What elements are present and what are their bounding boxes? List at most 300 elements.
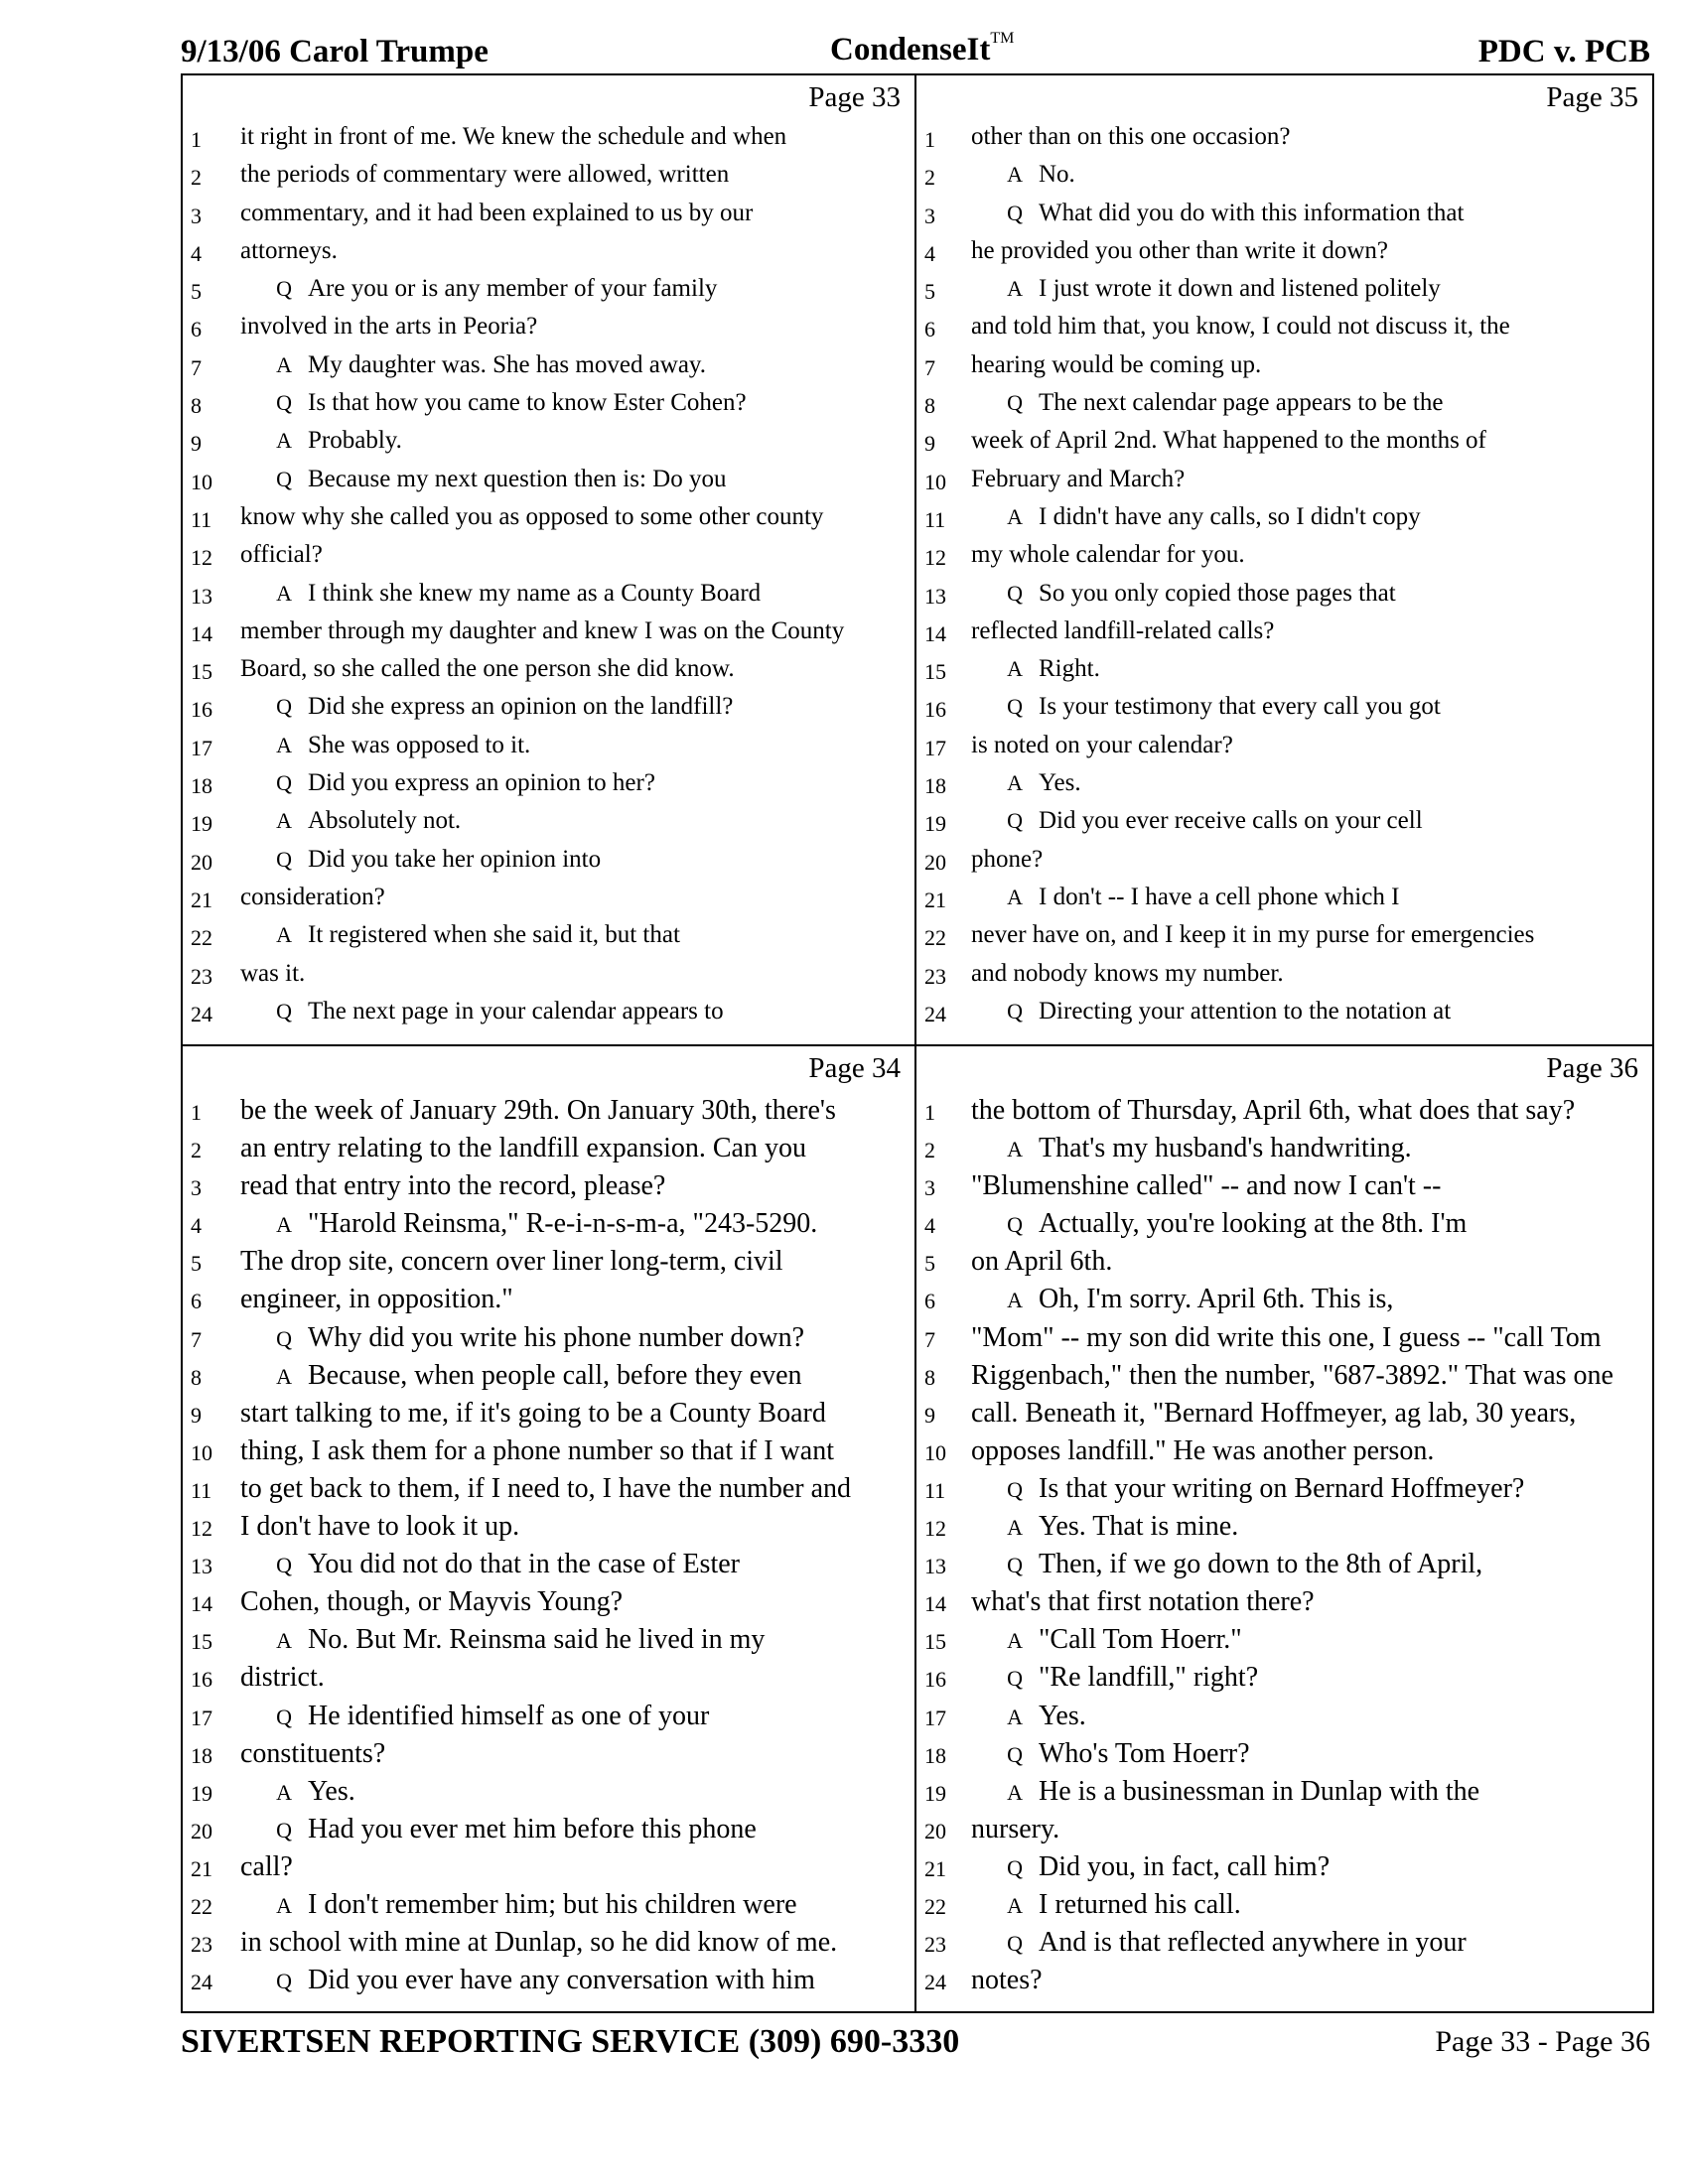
testimony-text: commentary, and it had been explained to us by our	[240, 199, 754, 226]
transcript-line	[183, 1205, 914, 1243]
line-text	[240, 769, 655, 797]
line-text	[240, 1624, 765, 1656]
transcript-line	[183, 842, 914, 880]
line-text	[971, 389, 1443, 417]
testimony-text: She was opposed to it.	[308, 731, 531, 758]
question-marker: Q	[1007, 1212, 1023, 1238]
line-number: 1	[191, 127, 202, 152]
transcript-line	[916, 157, 1652, 195]
transcript-page-36	[916, 1046, 1652, 2011]
testimony-text: Are you or is any member of your family	[308, 275, 718, 303]
line-number: 15	[191, 659, 212, 685]
line-number: 15	[191, 1629, 212, 1655]
line-number: 7	[191, 354, 202, 380]
transcript-line	[916, 803, 1652, 841]
answer-marker: A	[1007, 276, 1023, 302]
testimony-text: Yes.	[308, 1775, 355, 1807]
line-number: 7	[191, 1326, 202, 1352]
testimony-text: on April 6th.	[971, 1246, 1113, 1278]
question-marker: Q	[276, 1553, 292, 1578]
line-number: 23	[924, 963, 946, 989]
testimony-text: Riggenbach," then the number, "687-3892." That was one	[971, 1359, 1614, 1391]
question-marker: Q	[1007, 1854, 1023, 1880]
transcript-line	[183, 1281, 914, 1318]
transcript-line	[916, 728, 1652, 765]
testimony-text: call. Beneath it, "Bernard Hoffmeyer, ag lab, 30 years,	[971, 1397, 1577, 1429]
testimony-text: was it.	[240, 959, 306, 987]
line-text	[240, 1965, 815, 1996]
line-number: 15	[924, 1629, 946, 1655]
transcript-line	[183, 499, 914, 537]
answer-marker: A	[1007, 503, 1023, 529]
line-text	[240, 807, 461, 835]
testimony-text: and nobody knows my number.	[971, 959, 1284, 987]
question-marker: Q	[1007, 694, 1023, 720]
line-number: 8	[191, 1364, 202, 1390]
line-number: 12	[924, 545, 946, 571]
testimony-text: No.	[1039, 161, 1075, 189]
testimony-text: Yes.	[1039, 1700, 1086, 1731]
testimony-text: other than on this one occasion?	[971, 123, 1291, 150]
line-number: 14	[191, 620, 212, 646]
question-marker: Q	[1007, 1666, 1023, 1692]
line-text	[971, 960, 1284, 988]
testimony-text: Is your testimony that every call you got	[1039, 693, 1441, 721]
line-number: 20	[191, 1818, 212, 1843]
testimony-text: district.	[240, 1662, 325, 1694]
transcript-line	[916, 462, 1652, 499]
question-marker: Q	[1007, 1476, 1023, 1502]
line-number: 6	[924, 317, 935, 342]
line-number: 5	[191, 279, 202, 305]
transcript-line	[916, 1698, 1652, 1735]
line-number: 18	[191, 773, 212, 799]
line-text	[240, 503, 823, 531]
line-number: 19	[924, 811, 946, 837]
transcript-line	[183, 1735, 914, 1773]
line-text	[971, 541, 1245, 569]
line-text	[240, 998, 724, 1025]
transcript-line	[183, 1319, 914, 1357]
transcript-line	[916, 1962, 1652, 1999]
testimony-text: You did not do that in the case of Ester	[308, 1549, 740, 1580]
question-marker: Q	[1007, 1931, 1023, 1957]
line-text	[971, 998, 1451, 1025]
transcript-line	[916, 1735, 1652, 1773]
line-text	[240, 466, 726, 493]
answer-marker: A	[276, 808, 292, 834]
testimony-text: my whole calendar for you.	[971, 541, 1245, 569]
answer-marker: A	[276, 1212, 292, 1238]
line-text	[971, 1284, 1393, 1315]
answer-marker: A	[276, 428, 292, 454]
question-marker: Q	[276, 1969, 292, 1994]
testimony-text: phone?	[971, 845, 1044, 873]
question-marker: Q	[276, 998, 292, 1024]
testimony-text: call?	[240, 1850, 293, 1882]
transcript-line	[183, 1924, 914, 1962]
answer-marker: A	[276, 1628, 292, 1654]
transcript-line	[916, 689, 1652, 727]
answer-marker: A	[1007, 656, 1023, 682]
line-number: 9	[191, 1402, 202, 1428]
testimony-text: notes?	[971, 1965, 1043, 1996]
answer-marker: A	[276, 580, 292, 606]
testimony-text: to get back to them, if I need to, I have the number and	[240, 1472, 852, 1504]
testimony-text: member through my daughter and knew I was on the County	[240, 616, 845, 644]
testimony-text: And is that reflected anywhere in your	[1039, 1927, 1467, 1959]
transcript-line	[916, 1659, 1652, 1697]
testimony-text: the periods of commentary were allowed, written	[240, 161, 730, 189]
line-text	[971, 1398, 1576, 1430]
line-text	[971, 1586, 1315, 1618]
line-text	[240, 1133, 806, 1164]
line-number: 20	[924, 1818, 946, 1843]
line-number: 12	[191, 545, 212, 571]
line-text	[240, 1851, 293, 1883]
line-number: 14	[924, 620, 946, 646]
transcript-line	[916, 1773, 1652, 1811]
line-number: 1	[924, 127, 935, 152]
line-number: 12	[191, 1516, 212, 1542]
line-number: 2	[191, 165, 202, 191]
line-text	[240, 1776, 355, 1808]
line-number: 22	[191, 1893, 212, 1919]
line-text	[971, 237, 1388, 265]
line-text	[971, 1133, 1412, 1164]
line-number: 17	[191, 735, 212, 760]
transcript-line	[183, 1621, 914, 1659]
line-text	[240, 237, 338, 265]
transcript-line	[183, 1433, 914, 1470]
line-number: 24	[191, 1970, 212, 1995]
line-number: 5	[191, 1251, 202, 1277]
testimony-text: nursery.	[971, 1813, 1060, 1844]
testimony-text: What did you do with this information that	[1039, 199, 1465, 226]
testimony-text: My daughter was. She has moved away.	[308, 350, 707, 378]
header-product-name	[830, 32, 1014, 68]
line-text	[240, 1398, 826, 1430]
document-footer	[181, 2013, 1654, 2073]
line-text	[971, 846, 1043, 874]
transcript-line	[183, 1130, 914, 1167]
transcript-lines	[916, 119, 1652, 1031]
line-number: 15	[924, 659, 946, 685]
line-text	[971, 693, 1441, 721]
transcript-line	[916, 765, 1652, 803]
line-number: 16	[924, 1667, 946, 1693]
line-text	[240, 732, 530, 759]
page-number-label: Page 34	[808, 1052, 901, 1084]
line-text	[971, 161, 1075, 189]
transcript-line	[183, 1092, 914, 1130]
testimony-text: I don't -- I have a cell phone which I	[1039, 883, 1400, 910]
line-number: 6	[191, 317, 202, 342]
line-text	[240, 1889, 797, 1921]
question-marker: Q	[1007, 1553, 1023, 1578]
testimony-text: attorneys.	[240, 236, 338, 264]
answer-marker: A	[1007, 1288, 1023, 1313]
line-number: 16	[924, 697, 946, 723]
testimony-text: Who's Tom Hoerr?	[1039, 1737, 1250, 1769]
transcript-line	[916, 576, 1652, 614]
line-text	[240, 541, 323, 569]
line-text	[971, 1473, 1524, 1505]
line-text	[971, 617, 1274, 645]
transcript-line	[183, 1395, 914, 1433]
answer-marker: A	[1007, 884, 1023, 909]
line-number: 7	[924, 354, 935, 380]
question-marker: Q	[1007, 200, 1023, 225]
transcript-line	[183, 157, 914, 195]
line-text	[971, 1701, 1086, 1732]
transcript-line	[916, 537, 1652, 575]
line-text	[971, 1208, 1467, 1240]
question-marker: Q	[276, 846, 292, 872]
line-number: 8	[924, 393, 935, 419]
transcript-line	[916, 1243, 1652, 1281]
transcript-lines	[183, 119, 914, 1031]
transcript-lines	[183, 1092, 914, 1999]
line-text	[240, 161, 729, 189]
testimony-text: So you only copied those pages that	[1039, 579, 1396, 607]
line-number: 13	[924, 583, 946, 609]
question-marker: Q	[1007, 580, 1023, 606]
line-number: 22	[924, 1893, 946, 1919]
testimony-text: Yes.	[1039, 769, 1081, 797]
line-number: 18	[924, 773, 946, 799]
line-text	[971, 1662, 1258, 1694]
line-number: 10	[924, 1439, 946, 1465]
line-text	[971, 1511, 1238, 1543]
reporting-service-name: SIVERTSEN REPORTING SERVICE (309) 690-3330	[181, 2023, 960, 2060]
line-number: 6	[924, 1289, 935, 1314]
line-number: 11	[191, 506, 212, 532]
testimony-text: Board, so she called the one person she did know.	[240, 655, 735, 683]
line-number: 22	[191, 925, 212, 951]
transcript-line	[183, 1508, 914, 1546]
line-number: 9	[924, 431, 935, 457]
transcript-line	[916, 309, 1652, 346]
line-text	[971, 1927, 1467, 1959]
line-text	[240, 1284, 513, 1315]
line-number: 16	[191, 697, 212, 723]
line-number: 8	[924, 1364, 935, 1390]
testimony-text: week of April 2nd. What happened to the months of	[971, 427, 1486, 455]
transcript-line	[183, 347, 914, 385]
header-deponent-date: 9/13/06 Carol Trumpe	[181, 34, 489, 69]
line-text	[240, 200, 753, 227]
line-text	[240, 1549, 740, 1580]
line-number: 5	[924, 279, 935, 305]
line-text	[971, 884, 1399, 911]
transcript-line	[916, 956, 1652, 994]
line-text	[240, 846, 601, 874]
question-marker: Q	[1007, 390, 1023, 416]
testimony-text: I don't remember him; but his children were	[308, 1888, 797, 1920]
line-text	[971, 1814, 1059, 1845]
transcript-line	[183, 423, 914, 461]
line-text	[971, 1889, 1241, 1921]
testimony-text: know why she called you as opposed to some other county	[240, 502, 824, 530]
testimony-text: I think she knew my name as a County Board	[308, 579, 762, 607]
testimony-text: Yes. That is mine.	[1039, 1511, 1239, 1543]
transcript-line	[916, 1848, 1652, 1886]
header-product-label: CondenseIt	[830, 32, 991, 68]
answer-marker: A	[1007, 1779, 1023, 1805]
line-number: 19	[191, 811, 212, 837]
trademark-mark: TM	[990, 30, 1015, 47]
transcript-line	[183, 462, 914, 499]
line-text	[971, 1435, 1434, 1467]
line-number: 24	[924, 1970, 946, 1995]
line-number: 2	[924, 1138, 935, 1163]
line-number: 13	[924, 1554, 946, 1579]
transcript-line	[916, 1811, 1652, 1848]
line-text	[240, 1738, 385, 1770]
testimony-text: Had you ever met him before this phone	[308, 1813, 757, 1844]
testimony-text: "Mom" -- my son did write this one, I guess -- "call Tom	[971, 1321, 1602, 1353]
transcript-line	[916, 1470, 1652, 1508]
line-number: 22	[924, 925, 946, 951]
testimony-text: constituents?	[240, 1737, 386, 1769]
line-text	[971, 1965, 1043, 1996]
line-text	[240, 655, 735, 683]
header-case-name: PDC v. PCB	[1477, 34, 1650, 69]
document-header	[181, 28, 1654, 73]
answer-marker: A	[1007, 770, 1023, 796]
line-text	[971, 1360, 1614, 1392]
answer-marker: A	[276, 1892, 292, 1918]
transcript-line	[916, 1395, 1652, 1433]
line-number: 8	[191, 393, 202, 419]
line-number: 1	[191, 1100, 202, 1125]
line-text	[971, 1095, 1575, 1127]
transcript-line	[183, 880, 914, 917]
transcript-line	[183, 1962, 914, 1999]
line-text	[240, 1586, 623, 1618]
testimony-text: Then, if we go down to the 8th of April,	[1039, 1549, 1483, 1580]
line-text	[240, 921, 680, 949]
testimony-text: I don't have to look it up.	[240, 1511, 520, 1543]
answer-marker: A	[1007, 1515, 1023, 1541]
answer-marker: A	[276, 732, 292, 757]
testimony-text: I just wrote it down and listened politely	[1039, 275, 1441, 303]
page-range: Page 33 - Page 36	[1435, 2025, 1650, 2058]
testimony-text: he provided you other than write it down?	[971, 236, 1389, 264]
testimony-text: Is that your writing on Bernard Hoffmeyer?	[1039, 1472, 1525, 1504]
line-number: 9	[924, 1402, 935, 1428]
line-number: 24	[191, 1001, 212, 1026]
line-text	[971, 200, 1464, 227]
question-marker: Q	[276, 1817, 292, 1843]
question-marker: Q	[276, 1704, 292, 1729]
line-text	[971, 427, 1486, 455]
transcript-line	[916, 347, 1652, 385]
testimony-text: start talking to me, if it's going to be a County Board	[240, 1397, 826, 1429]
transcript-lines	[916, 1092, 1652, 1999]
answer-marker: A	[1007, 1892, 1023, 1918]
transcript-line	[916, 1621, 1652, 1659]
line-number: 3	[924, 203, 935, 228]
testimony-text: involved in the arts in Peoria?	[240, 313, 538, 341]
line-text	[971, 1549, 1482, 1580]
line-text	[971, 275, 1441, 303]
transcript-line	[183, 576, 914, 614]
transcript-page-34	[183, 1046, 914, 2011]
transcript-line	[183, 1698, 914, 1735]
transcript-line	[183, 803, 914, 841]
transcript-line	[183, 765, 914, 803]
line-text	[971, 1738, 1250, 1770]
transcript-line	[183, 1243, 914, 1281]
question-marker: Q	[276, 466, 292, 491]
line-text	[971, 466, 1185, 493]
transcript-line	[916, 385, 1652, 423]
testimony-text: official?	[240, 541, 323, 569]
testimony-text: The next calendar page appears to be the	[1039, 389, 1444, 417]
testimony-text: consideration?	[240, 883, 385, 910]
testimony-text: Absolutely not.	[308, 807, 462, 835]
line-text	[240, 960, 305, 988]
line-number: 14	[924, 1591, 946, 1617]
transcript-line	[183, 1357, 914, 1395]
line-text	[971, 1624, 1242, 1656]
line-text	[240, 1435, 834, 1467]
question-marker: Q	[276, 1325, 292, 1351]
line-number: 13	[191, 583, 212, 609]
line-number: 18	[924, 1742, 946, 1768]
line-number: 24	[924, 1001, 946, 1026]
line-text	[240, 617, 844, 645]
testimony-text: Right.	[1039, 655, 1100, 683]
testimony-text: reflected landfill-related calls?	[971, 616, 1275, 644]
transcript-line	[183, 537, 914, 575]
line-text	[240, 1814, 757, 1845]
transcript-line	[183, 651, 914, 689]
transcript-line	[183, 1811, 914, 1848]
testimony-text: and told him that, you know, I could not discuss it, the	[971, 313, 1510, 341]
line-number: 21	[924, 887, 946, 912]
answer-marker: A	[276, 351, 292, 377]
transcript-line	[916, 994, 1652, 1031]
testimony-text: Is that how you came to know Ester Cohen?	[308, 389, 747, 417]
testimony-text: Cohen, though, or Mayvis Young?	[240, 1586, 624, 1618]
testimony-text: be the week of January 29th. On January 30th, there's	[240, 1095, 836, 1126]
testimony-text: Why did you write his phone number down?	[308, 1321, 805, 1353]
line-number: 21	[924, 1855, 946, 1881]
answer-marker: A	[276, 1779, 292, 1805]
testimony-text: the bottom of Thursday, April 6th, what does that say?	[971, 1095, 1576, 1126]
line-text	[971, 580, 1396, 608]
line-text	[971, 655, 1100, 683]
question-marker: Q	[1007, 998, 1023, 1024]
line-text	[971, 351, 1261, 379]
line-number: 21	[191, 1855, 212, 1881]
testimony-text: "Re landfill," right?	[1039, 1662, 1259, 1694]
line-text	[240, 351, 706, 379]
answer-marker: A	[1007, 162, 1023, 188]
answer-marker: A	[276, 922, 292, 948]
testimony-text: February and March?	[971, 465, 1186, 492]
testimony-text: Because, when people call, before they even	[308, 1359, 802, 1391]
transcript-page-33	[183, 75, 914, 1044]
line-number: 3	[191, 1175, 202, 1201]
transcript-line	[916, 1508, 1652, 1546]
line-number: 3	[191, 203, 202, 228]
transcript-line	[916, 842, 1652, 880]
transcript-line	[916, 1357, 1652, 1395]
